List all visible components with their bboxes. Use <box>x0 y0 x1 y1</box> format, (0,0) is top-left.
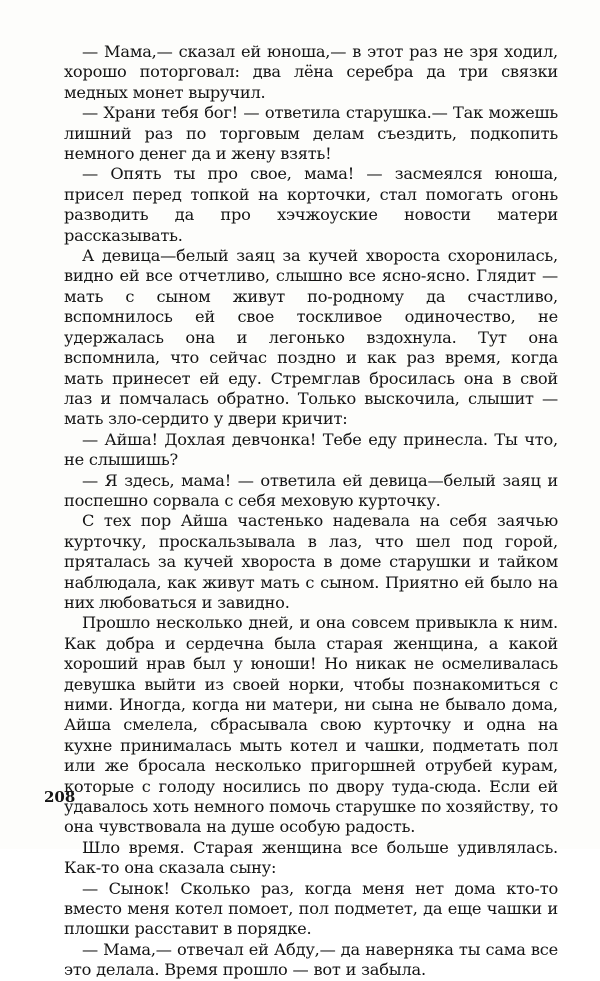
paragraph-11: — Мама,— отвечал ей Абду,— да наверняка ты сама все это делала. Время прошло — вот и забыла. <box>64 939 558 980</box>
paragraph-4: А девица—белый заяц за кучей хвороста схоронилась, видно ей все отчетливо, слышно все ясно-ясно. Глядит — мать с сыном живут по-родному да счастливо, вспомнилось ей свое тоскливое одиночество, не удержалась она и легонько вздохнула. Тут она вспомнила, что сейчас поздно и как раз время, когда мать принесет ей еду. Стремглав бросилась она в свой лаз и помчалась обратно. Только выскочила, слышит — мать зло-сердито у двери кричит: <box>64 246 558 429</box>
paragraph-2: — Храни тебя бог! — ответила старушка.— Так можешь лишний раз по торговым делам съездить, подкопить немного денег да и жену взять! <box>64 103 558 164</box>
paragraph-9: Шло время. Старая женщина все больше удивлялась. Как-то она сказала сыну: <box>64 837 558 878</box>
paragraph-3: — Опять ты про свое, мама! — засмеялся юноша, присел перед топкой на корточки, стал помогать огонь разводить да про хэчжоуские новости матери рассказывать. <box>64 164 558 245</box>
paragraph-6: — Я здесь, мама! — ответила ей девица—белый заяц и поспешно сорвала с себя меховую курточку. <box>64 470 558 510</box>
paragraph-1: — Мама,— сказал ей юноша,— в этот раз не зря ходил, хорошо поторговал: два лёна серебра да три связки медных монет выручил. <box>64 42 558 102</box>
paragraph-5: — Айша! Дохлая девчонка! Тебе еду принесла. Ты что, не слышишь? <box>64 429 558 470</box>
paragraph-10: — Сынок! Сколько раз, когда меня нет дома кто-то вместо меня котел помоет, пол подметет, да еще чашки и плошки расставит в порядке. <box>64 878 558 939</box>
page-number: 208 <box>44 788 76 806</box>
paragraph-7: С тех пор Айша частенько надевала на себя заячью курточку, проскальзывала в лаз, что шел под горой, пряталась за кучей хвороста в доме старушки и тайком наблюдала, как живут мать с сыном. Приятно ей было на них любоваться и завидно. <box>64 511 558 612</box>
page-text <box>64 42 558 981</box>
paragraph-8: Прошло несколько дней, и она совсем привыкла к ним. Как добра и сердечна была старая женщина, а какой хороший нрав был у юноши! Но никак не осмеливалась девушка выйти из своей норки, чтобы познакомиться с ними. Иногда, когда ни матери, ни сына не бывало дома, Айша смелела, сбрасывала свою курточку и одна на кухне принималась мыть котел и чашки, подметать пол или же бросала несколько пригоршней отрубей курам, которые с голоду носились по двору туда-сюда. Если ей удавалось хоть немного помочь старушке по хозяйству, то она чувствовала на душе особую радость. <box>64 613 558 837</box>
